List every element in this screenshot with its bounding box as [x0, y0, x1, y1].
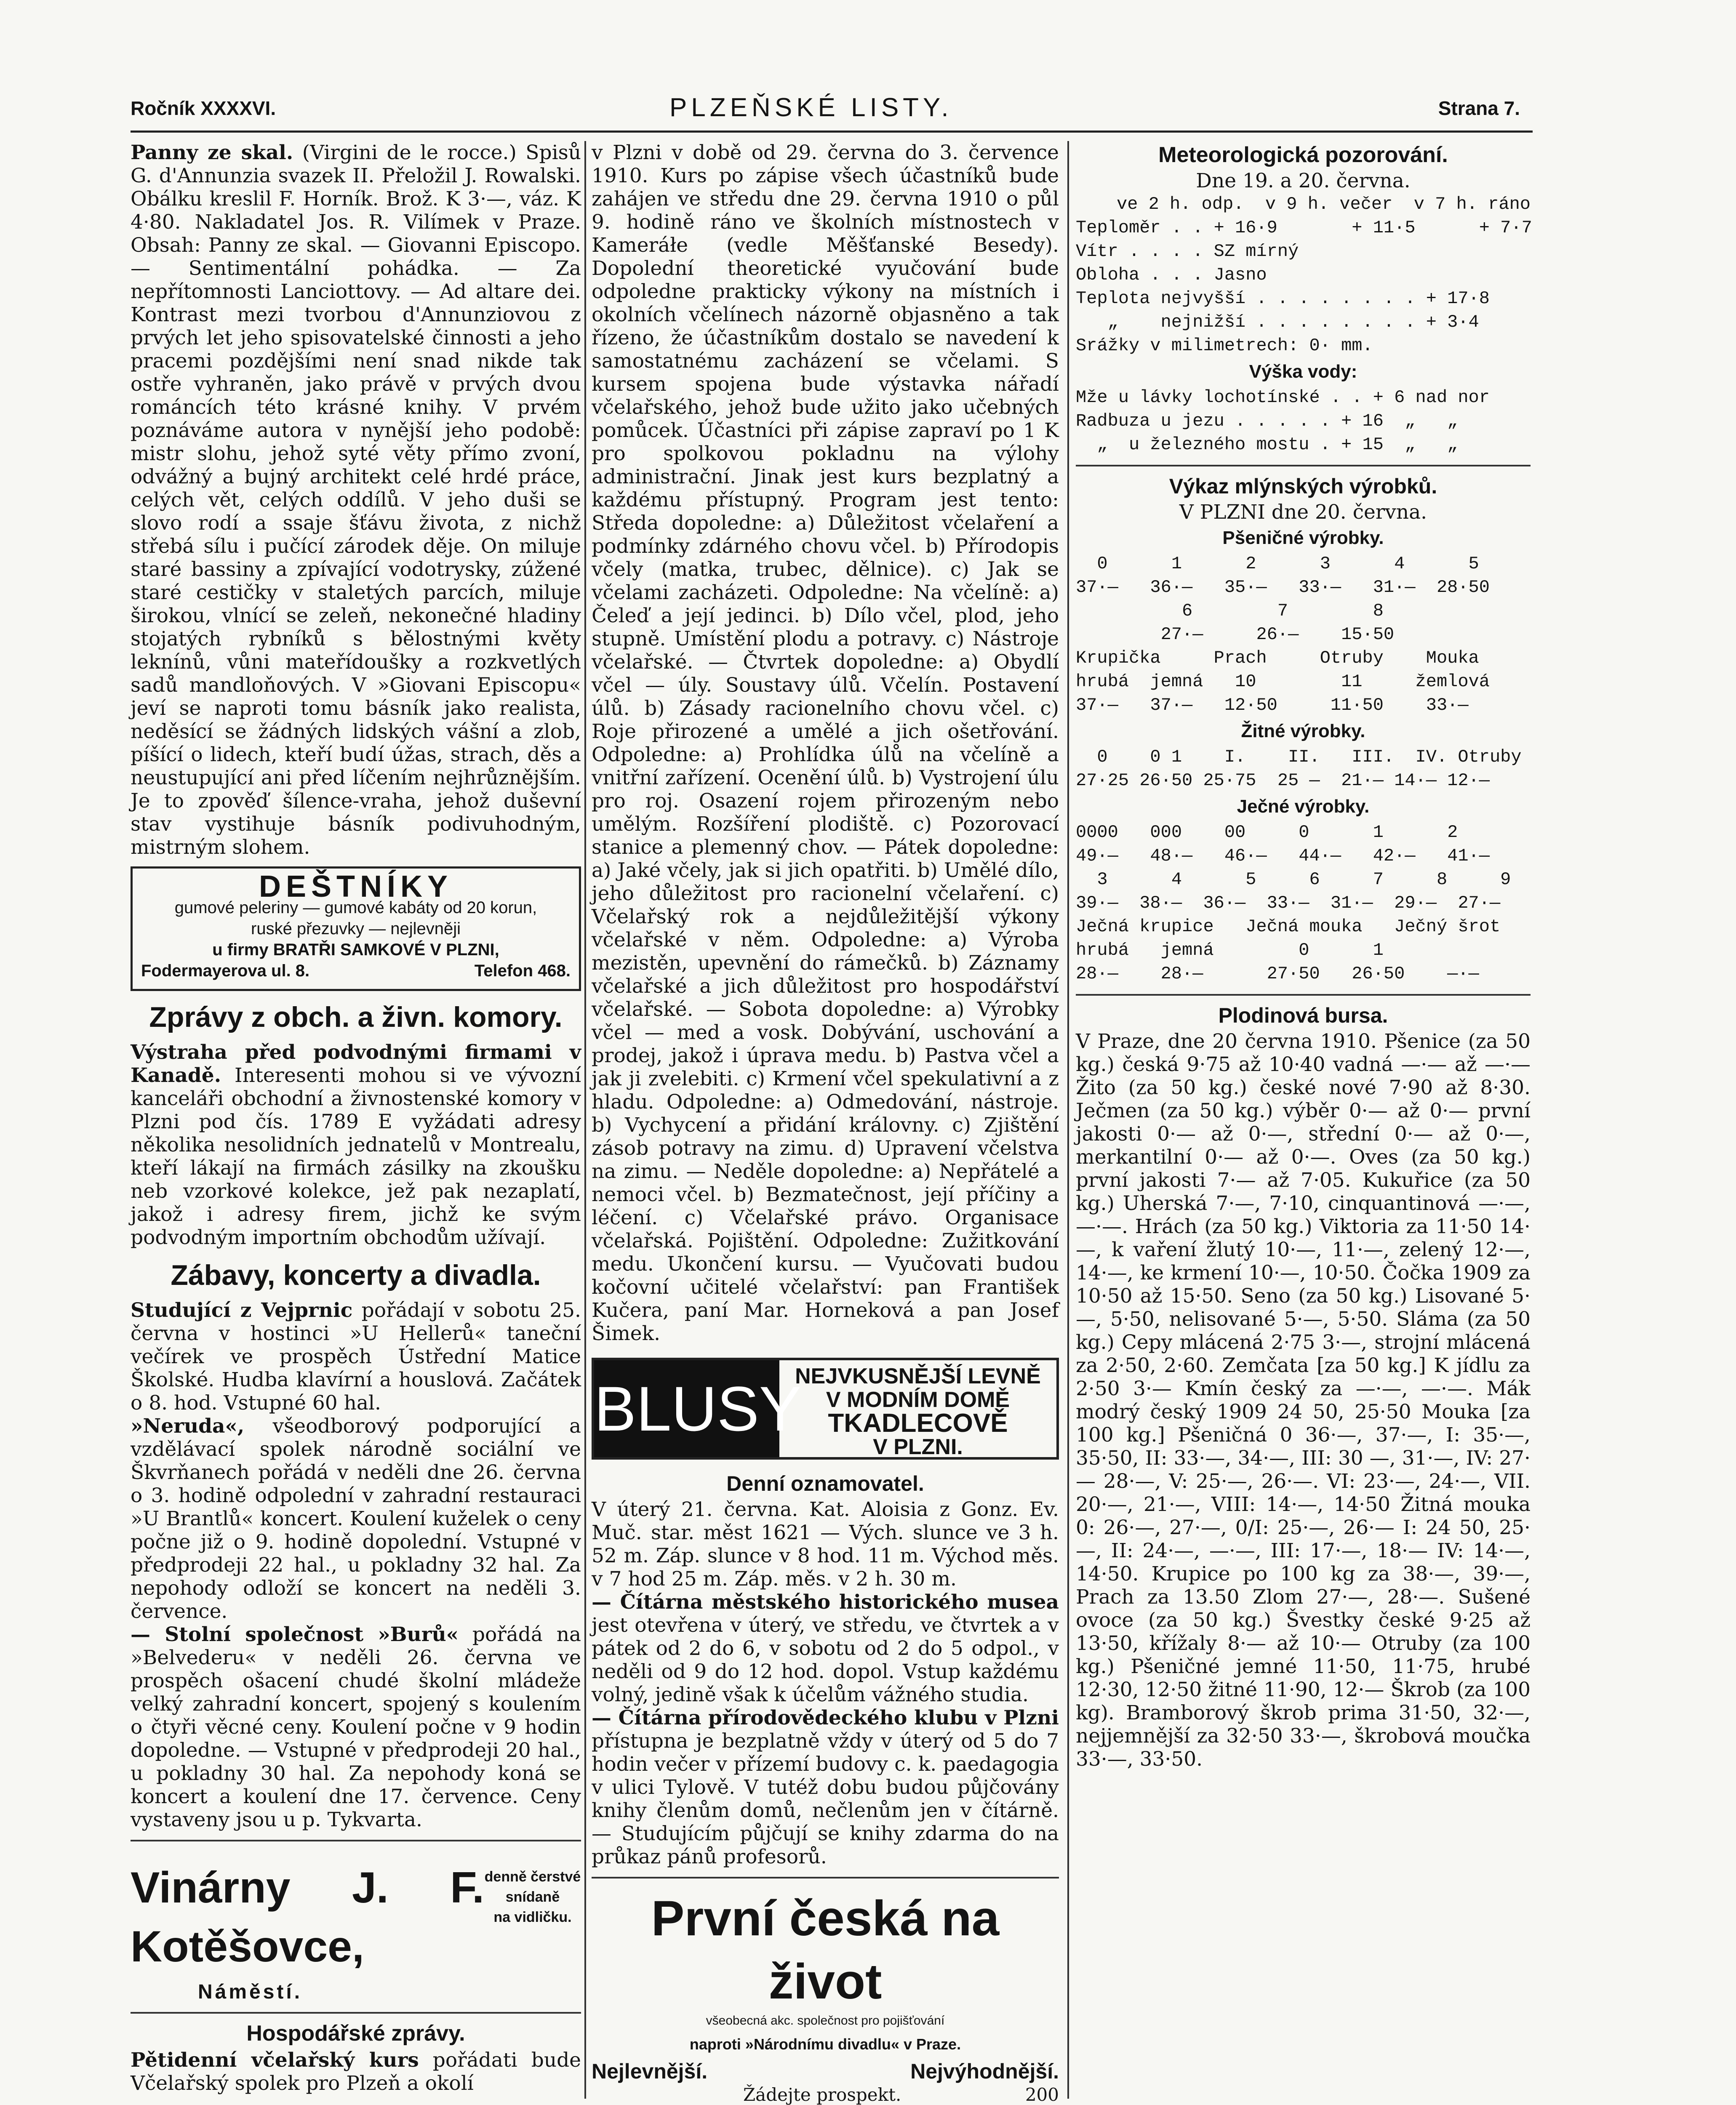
review-text: (Virgini de le rocce.) Spisů G. d'Annunzia svazek II. Přeložil J. Rowalski. Obálku kreslil F. Horník. Brož. K 3·—, váz. K 4·80. Nakladatel Jos. R. Vilímek v Praze. Obsah: Panny ze skal. — Giovanni Episcopo. — Sentimentální pohádka. — Za nepřítomnosti Lanciottovy. — Ad altare dei. Kontrast mezi tvorbou d'Annunziovou z prvých let jeho spisovatelské činnosti a jeho pracemi pozdějšími není snad nikde tak ostře vyhraněn, jako právě v prvých dvou románcích této krásné knihy. V prvém poznáváme autora v nynější jeho podobě: mistr slohu, jehož syté věty přímo zvoní, odvážný a bujný architekt celé hrdé práce, celých vět, celých oddílů. V jeho duši se slovo rodí a ssaje šťávu života, z nichž střebá sílu i pučící zárodek děje. On miluje staré bassiny a zpívající vodotrysky, zúžené staré cestičky v staletých parcích, miluje širokou, vlnící se zeleň, nekonečné hladiny stojatých rybníků s bělostnými květy leknínů, vůni mateřídoušky a rozkvetlých sadů mandloňových. V »Giovani Episcopu« jeví se naproti tomu básník jako realista, neděsící se žádných lidských vášní a zlob, píšící o lidech, kteří budí úžas, strach, děs a neustupující ani před líčením nejhrůznějším. Je to zpověď šílence-vraha, jehož duševní stav vystihuje básník podivuhodným, mistrným slohem. — [131, 141, 581, 859]
agriculture-title: Pětidenní včelařský kurs — [131, 2049, 419, 2072]
insurance-ad-right: Nejvýhodnější. — [910, 2060, 1059, 2083]
column-3 — [1076, 141, 1531, 1771]
umbrella-ad-line1: gumové peleriny — gumové kabáty od 20 korun, — [174, 898, 537, 917]
commodity-exchange-text: V Praze, dne 20 června 1910. Pšenice (za 50 kg.) česká 9·75 až 10·40 vadná —·— až —·— Žito (za 50 kg.) české nové 7·90 až 8·30. Ječmen (za 50 kg.) výběr 0·— až 0·— první jakosti 0·— až 0·—, střední 0·— až 0·—, merkantilní 0·— až 0·—. Oves (za 50 kg.) první jakosti 7·— až 7·05. Kukuřice (za 50 kg.) Uherská 7·—, 7·10, cinquantinová —·—, —·—. Hrách (za 50 kg.) Viktoria za 11·50 14·—, k vaření žlutý 10·—, 11·—, zelený 12·—, 14·—, ke krmení 10·—, 10·50. Čočka 1909 za 10·50 až 15·50. Seno (za 50 kg.) Lisované 5·—, 5·50, nelisované 5·—, 5·50. Sláma (za 50 kg.) Cepy mlácená 2·75 3·—, strojní mlácená za 2·50, 2·60. Zemčata [za 50 kg.] K jídlu za 2·50 3·— Kmín český za —·—, —·—. Mák modrý český 1909 24 50, 25·50 Mouka [za 100 kg.] Pšeničná 0 36·—, 37·—, I: 35·—, 35·50, II: 33·—, 34·—, III: 30 —, 31·—, IV: 27·— 28·—, V: 25·—, 26·—. VI: 23·—, 24·—, VII. 20·—, 21·—, VIII: 14·—, 14·50 Žitná mouka 0: 26·—, 27·—, 0/I: 25·—, 26·— I: 24 50, 25·—, II: 24·—, —·—, III: 17·—, 18·— IV: 14·—, 14·50. Krupice po 100 kg za 38·—, 39·—, Prach za 13.50 Zlom 27·—, 28·—. Sušené ovoce (za 50 kg.) Švestky české 9·25 až 13·50, křížaly 8·— až 10·— Otruby (za 100 kg.) Pšeničné jemné 11·50, 11·75, hrubé 12·30, 12·50 žitné 11·90, 12·— Škrob (za 100 kg). Bramborový škrob prima 31·50, 32·—, nejjemnější za 32·50 33·—, škrobová moučka 33·—, 33·50. — [1076, 1030, 1531, 1771]
reading-room-museum-title: — Čítárna městského historického musea — [592, 1591, 1059, 1614]
page-number: Strana 7. — [1438, 97, 1520, 119]
wheat-row-4: 27·— 26·— 15·50 — [1076, 624, 1395, 645]
wheat-row-5: Krupička Prach Otruby Mouka — [1076, 648, 1479, 668]
reading-room-museum — [592, 1591, 1059, 1706]
umbrella-ad — [131, 866, 581, 991]
water-row-2: Radbuza u jezu . . . . . + 16 „ „ — [1076, 411, 1458, 431]
reading-room-club — [592, 1706, 1059, 1868]
entertainment-item-3-text: pořádá na »Belvederu« v neděli 26. června ve prospěch ošacení chudé školní mládeže velký zahradní koncert, spojený s koulením o čtyři věcné ceny. Koulení počne v 9 hodin dopoledne. — Vstupné v předprodeji 20 hal., u pokladny 30 hal. Za nepohody koná se koncert a koulení dne 17. července. Ceny vystaveny jsou u p. Tykvarta. — [131, 1623, 581, 1831]
barley-row-2: 49·— 48·— 46·— 44·— 42·— 41·— — [1076, 846, 1490, 866]
barley-row-5: Ječná krupice Ječná mouka Ječný šrot — [1076, 917, 1501, 937]
newspaper-title: PLZEŇSKÉ LISTY. — [669, 93, 953, 122]
divider — [1076, 994, 1531, 996]
water-level-title: Výška vody: — [1249, 361, 1357, 382]
wheat-title: Pšeničné výrobky. — [1222, 528, 1384, 548]
wheat-row-3: 6 7 8 — [1076, 601, 1384, 621]
wheat-row-1: 0 1 2 3 4 5 — [1076, 554, 1479, 574]
meteo-date: Dne 19. a 20. června. — [1196, 169, 1411, 192]
daily-calendar: V úterý 21. června. Kat. Aloisia z Gonz. Ev. Muč. star. měst 1621 — Vých. slunce ve 3 h. 52 m. Záp. slunce v 8 hod. 11 m. Východ měs. v 7 hod 25 m. Záp. měs. v 2 h. 30 m. — [592, 1498, 1059, 1591]
barley-row-4: 39·— 38·— 36·— 33·— 31·— 29·— 27·— — [1076, 893, 1501, 913]
umbrella-ad-address: Fodermayerova ul. 8. — [141, 962, 310, 980]
meteo-title: Meteorologická pozorování. — [1158, 143, 1448, 167]
meteo-row-1: Teploměr . . + 16·9 + 11·5 + 7·7 — [1076, 218, 1532, 238]
column-2 — [592, 141, 1059, 2105]
divider — [131, 2012, 581, 2014]
entertainment-item-3-title: — Stolní společnost »Burů« — [131, 1623, 459, 1646]
umbrella-ad-line3: u firmy BRATŘI SAMKOVÉ V PLZNI, — [212, 941, 499, 959]
divider — [131, 1840, 581, 1841]
mill-title: Výkaz mlýnských výrobků. — [1169, 474, 1437, 498]
barley-row-1: 0000 000 00 0 1 2 — [1076, 822, 1458, 842]
warning-article — [131, 1041, 581, 1249]
reading-room-club-title: — Čítárna přírodovědeckého klubu v Plzni — [592, 1706, 1059, 1729]
entertainment-item-1-text: pořádají v sobotu 25. června v hostinci »U Hellerů« taneční večírek ve prospěch Ústřední Matice Školské. Hudba klavírní a houslová. Začátek o 8. hod. Vstupné 60 hal. — [131, 1299, 581, 1415]
winery-ad — [131, 1850, 581, 2004]
agriculture-article — [131, 2049, 581, 2095]
entertainment-item-1-title: Studující z Vejprnic — [131, 1299, 353, 1322]
column-1 — [131, 141, 581, 2095]
bee-course-text: v Plzni v době od 29. června do 3. července 1910. Kurs po zápise všech účastníků bude zahájen ve středu dne 29. června 1910 o půl 9. hodině ráno ve školních místnostech v Kameráłe (vedle Měšťanské Besedy). Dopolední theoretické vyučování bude odpoledne prakticky výkony na místních i okolních včelínech názorně objasněno a tak řízeno, že účastníkům dostalo se navedení k samostatnému zacházení se včelami. S kursem spojena bude výstavka nářadí včelařského, jehož bude užito jako učebných pomůcek. Účastníci při zápise zapraví po 1 K pro spolkovou pokladnu na výlohy administrační. Jinak jest kurs bezplatný a každému přístupný. Program jest tento: Středa dopoledne: a) Důležitost včelaření a podmínky zdárného chovu včel. b) Přírodopis včely (matka, trubec, dělnice). c) Jak se včelami zacházeti. Odpoledne: Na včelíně: a) Čeleď a její jedinci. b) Dílo včel, plod, jeho stupně. Umístění plodu a potravy. c) Nástroje včelařské. — Čtvrtek dopoledne: a) Obydlí včel — úly. Soustavy úlů. Včelín. Postavení úlů. b) Zásady racionelního chovu včel. c) Roje přirozené a umělé a jich ošetřování. Odpoledne: a) Prohlídka úlů na včelíně a vnitřní zařízení. Ocenění úlů. b) Vystrojení úlu pro roj. Osazení rojem přirozeným nebo umělým. Rozšíření plodiště. c) Pozorovací stanice a plemenný chov. — Pátek dopoledne: a) Jaké včely, jak si jich opatřiti. b) Umělé dílo, jeho důležitost pro racionelní včelaření. c) Včelařský rok a nejdůležitější výkony včelařské v něm. Odpoledne: a) Výroba mezistěn, upevnění do rámečků. b) Záznamy včelařské a jich důležitost pro hospodářství včelařské. — Sobota dopoledne: a) Výrobky včel — med a vosk. Dobývání, uschování a prodej, jakož i úprava medu. b) Pastva včel a jak ji zvelebiti. c) Krmení včel spekulativní a z hladu. Odpoledne: a) Odmedování, nástroje. b) Vychycení a přidání královny. c) Zjištění zásob potravy na zimu. d) Upravení včelstva na zimu. — Neděle dopoledne: a) Nepřátelé a nemoci včel. b) Bezmatečnost, její příčiny a léčení. c) Včelařské právo. Organisace včelařská. Pojištění. Odpoledne: Zužitkování medu. Ukončení kursu. — Vyučovati budou kočovní učitelé včelařství: pan František Kučera, paní Mar. Horneková a pan Josef Šimek. — [592, 141, 1059, 1345]
insurance-ad — [592, 1887, 1059, 2105]
water-row-3: „ u železného mostu . + 15 „ „ — [1076, 434, 1458, 455]
section-agriculture: Hospodářské zprávy. — [246, 2021, 465, 2046]
wheat-row-2: 37·— 36·— 35·— 33·— 31·— 28·50 — [1076, 577, 1490, 597]
section-chamber-news: Zprávy z obch. a živn. komory. — [149, 1001, 563, 1033]
water-row-1: Mže u lávky lochotínské . . + 6 nad nor — [1076, 387, 1490, 408]
blouse-ad-logo: BLUSY — [594, 1360, 779, 1457]
reading-room-museum-text: jest otevřena v úterý, ve středu, ve čtvrtek a v pátek od 2 do 6, v sobotu od 2 do 5 odpol., v neděli od 9 do 12 hod. dopol. Vstup každému volný, jedině však k účelům vážného studia. — [592, 1614, 1059, 1706]
divider — [592, 1877, 1059, 1879]
blouse-ad — [592, 1358, 1059, 1460]
blouse-ad-line2: V MODNÍM DOMĚ — [826, 1388, 1010, 1412]
meteo-row-5: „ nejnižší . . . . . . . . + 3·4 — [1076, 312, 1479, 332]
warning-title: Výstraha před podvodnými firmami v Kanadě. — [131, 1041, 581, 1087]
meteo-row-2: Vítr . . . . SZ mírný — [1076, 241, 1299, 261]
meteo-row-6: Srážky v milimetrech: 0· mm. — [1076, 336, 1373, 356]
blouse-ad-line1: NEJVKUSNĚJŠÍ LEVNĚ — [795, 1364, 1041, 1388]
blouse-ad-line3: TKADLECOVĚ — [828, 1409, 1008, 1438]
meteo-header: ve 2 h. odp. v 9 h. večer v 7 h. ráno — [1117, 194, 1531, 214]
winery-ad-place: Náměstí. — [198, 1981, 303, 2003]
winery-ad-title: Vinárny J. F. Kotěšovce, — [131, 1863, 484, 1971]
insurance-ad-number: 200 — [1025, 2084, 1059, 2105]
entertainment-item-2-text: všeodborový podporující a vzdělávací spolek národně sociální ve Škvrňanech pořádá v neděli dne 26. června o 3. hodině odpolední v zahradní restauraci »U Brantlů« koncert. Koulení kuželek o ceny počne již o 9. hodině dopolední. Vstupné v předprodeji 22 hal., u pokladny 32 hal. Za nepohody odloží se koncert na neděli 3. července. — [131, 1415, 581, 1623]
agriculture-text: pořádati bude Včelařský spolek pro Plzeň a okolí — [131, 2049, 581, 2095]
rye-title: Žitné výrobky. — [1241, 721, 1365, 741]
divider — [1076, 465, 1531, 466]
umbrella-ad-line2: ruské přezuvky — nejlevněji — [251, 919, 461, 938]
barley-row-7: 28·— 28·— 27·50 26·50 —·— — [1076, 964, 1479, 984]
insurance-ad-address: naproti »Národnímu divadlu« v Praze. — [689, 2036, 961, 2053]
reading-room-club-text: přístupna je bezplatně vždy v úterý od 5 do 7 hodin večer v přízemí budovy c. k. paedagogia v ulici Tylově. V tutéž dobu budou půjčovány knihy členům domů, nečlenům jen v čítárně. — Studujícím půjčují se knihy zdarma do na průkaz pánů profesorů. — [592, 1729, 1059, 1868]
commodity-exchange-title: Plodinová bursa. — [1218, 1004, 1388, 1027]
entertainment-item-3 — [131, 1623, 581, 1831]
barley-title: Ječné výrobky. — [1237, 796, 1370, 817]
barley-row-3: 3 4 5 6 7 8 9 — [1076, 869, 1511, 890]
insurance-ad-ask: Žádejte prospekt. — [743, 2084, 901, 2105]
header-rule — [131, 131, 1533, 133]
mill-date: V PLZNI dne 20. června. — [1179, 501, 1427, 524]
column-divider-2 — [1067, 141, 1069, 2099]
insurance-ad-title: První česká na život — [651, 1891, 1000, 2009]
column-divider-1 — [584, 141, 586, 2099]
insurance-ad-mid1: všeobecná akc. — [706, 2014, 794, 2028]
book-review — [131, 141, 581, 859]
rye-row-2: 27·25 26·50 25·75 25 — 21·— 14·— 12·— — [1076, 770, 1490, 791]
insurance-ad-mid3: pro pojišťování — [861, 2014, 945, 2028]
blouse-ad-line4: V PLZNI. — [873, 1435, 963, 1459]
entertainment-item-2-title: »Neruda«, — [131, 1415, 245, 1438]
winery-ad-r3: na vidličku. — [493, 1909, 572, 1925]
meteo-row-3: Obloha . . . Jasno — [1076, 265, 1267, 285]
page-header — [131, 93, 1520, 126]
wheat-row-6: hrubá jemná 10 11 žemlová — [1076, 671, 1490, 692]
winery-ad-r2: snídaně — [505, 1889, 560, 1905]
rye-row-1: 0 0 1 I. II. III. IV. Otruby — [1076, 747, 1522, 767]
insurance-ad-left: Nejlevnější. — [592, 2060, 708, 2083]
winery-ad-r1: denně čerstvé — [484, 1869, 581, 1885]
section-entertainment: Zábavy, koncerty a divadla. — [171, 1259, 541, 1291]
volume-label: Ročník XXXXVI. — [131, 97, 276, 119]
meteo-row-4: Teplota nejvyšší . . . . . . . . + 17·8 — [1076, 288, 1490, 309]
review-title: Panny ze skal. — [131, 141, 293, 164]
insurance-ad-mid2: společnost — [797, 2014, 858, 2028]
umbrella-ad-title: DEŠTNÍKY — [259, 870, 453, 903]
entertainment-item-1 — [131, 1299, 581, 1415]
barley-row-6: hrubá jemná 0 1 — [1076, 940, 1384, 960]
section-daily: Denní oznamovatel. — [726, 1472, 924, 1495]
warning-text: Interesenti mohou si ve vývozní kanceláři obchodní a živnostenské komory v Plzni pod čís. 1789 E vyžádati adresy několika nesolidních jednatelů v Montrealu, kteří lákají na firmách zásilky na zkoušku neb vzorkové kolekce, jež pak nezaplatí, jakož i adresy firem, jichž ke svým podvodným importním obchodům užívají. — [131, 1064, 581, 1249]
wheat-row-7: 37·— 37·— 12·50 11·50 33·— — [1076, 695, 1469, 715]
entertainment-item-2 — [131, 1415, 581, 1623]
umbrella-ad-phone: Telefon 468. — [474, 962, 571, 980]
